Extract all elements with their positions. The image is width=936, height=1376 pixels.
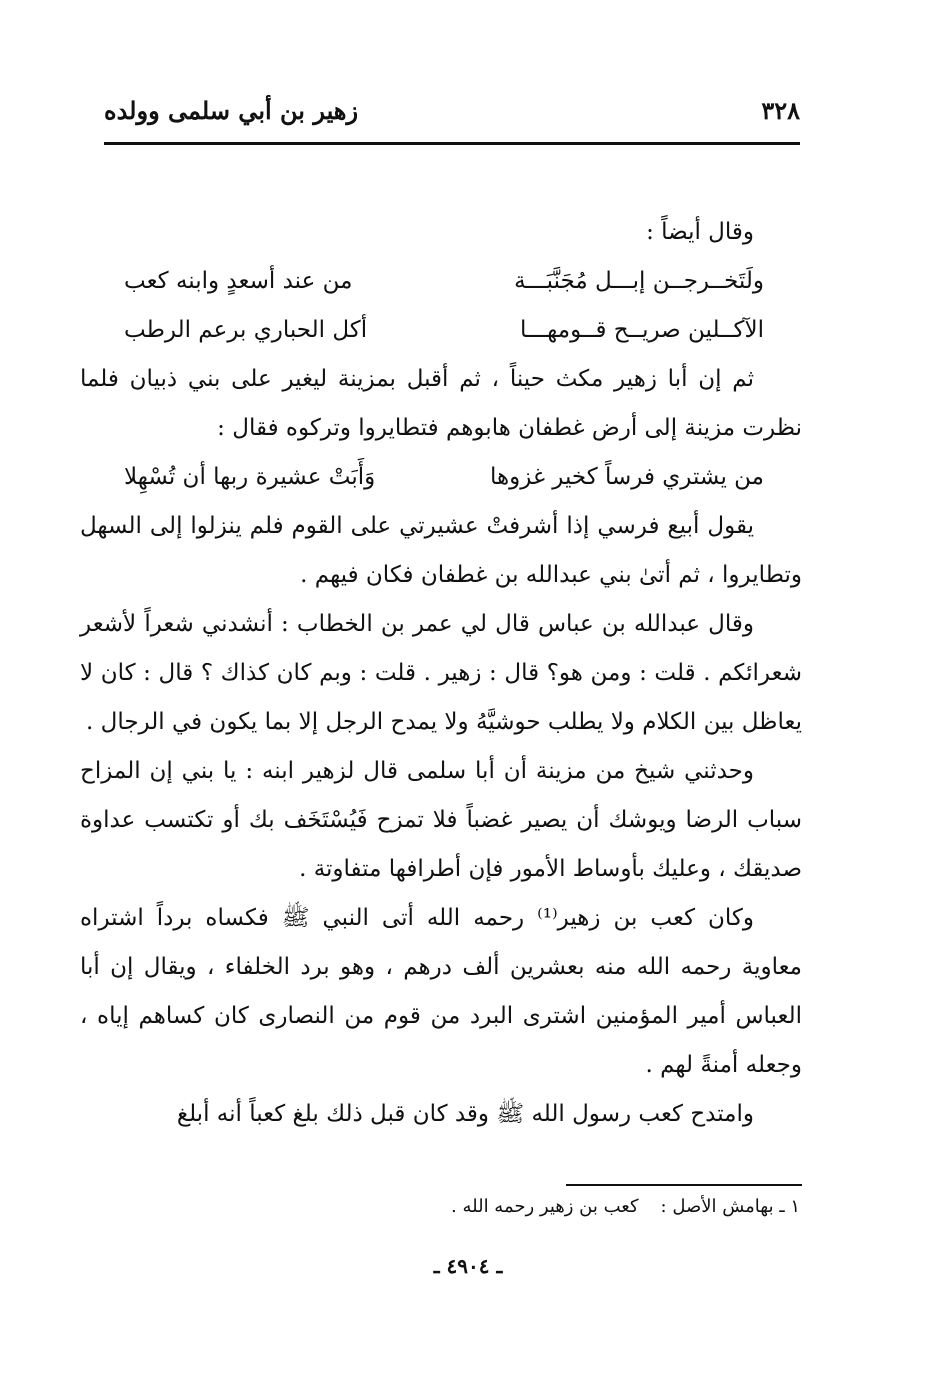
header-title: زهير بن أبي سلمى وولده bbox=[104, 96, 359, 125]
paragraph: وكان كعب بن زهير⁽¹⁾ رحمه الله أتى النبي ﷺ فكساه برداً اشتراه معاوية رحمه الله منه بعشرين ألف درهم ، وهو برد الخلفاء ، ويقال إن أبا العباس أمير المؤمنين اشترى البرد من قوم من النصارى كان كساهم إياه ، وجعله أمنةً لهم . bbox=[80, 905, 802, 1078]
footnote bbox=[451, 1196, 800, 1217]
verse-line bbox=[80, 453, 802, 502]
footnote-rule bbox=[566, 1184, 802, 1186]
page-number: ٣٢٨ bbox=[761, 96, 800, 125]
intro-line: وقال أيضاً : bbox=[646, 219, 754, 245]
verse-first-hemistich: الآكــلين صريــح قــومهـــا bbox=[519, 317, 764, 343]
paragraph: وحدثني شيخ من مزينة أن أبا سلمى قال لزهير ابنه : يا بني إن المزاح سباب الرضا ويوشك أن يصير غضباً فلا تمزح فَيُسْتَخَف بك أو تكتسب عداوة صديقك ، وعليك بأوساط الأمور فإن أطرافها متفاوتة . bbox=[80, 758, 802, 882]
paragraph: يقول أبيع فرسي إذا أشرفتْ عشيرتي على القوم فلم ينزلوا إلى السهل وتطايروا ، ثم أتىٰ بني عبدالله بن غطفان فكان فيهم . bbox=[80, 513, 802, 588]
verse-line bbox=[80, 257, 802, 306]
verse-second-hemistich: أكل الحباري برعم الرطب bbox=[124, 317, 368, 343]
verse-first-hemistich: من يشتري فرساً كخير غزوها bbox=[490, 464, 764, 490]
verse-second-hemistich: من عند أسعدٍ وابنه كعب bbox=[124, 268, 353, 294]
footnote-label: ١ ـ بهامش الأصل : bbox=[660, 1196, 800, 1217]
footnote-text: كعب بن زهير رحمه الله . bbox=[451, 1196, 639, 1217]
verse-line bbox=[80, 306, 802, 355]
paragraph: وامتدح كعب رسول الله ﷺ وقد كان قبل ذلك بلغ كعباً أنه أبلغ bbox=[176, 1101, 754, 1127]
verse-second-hemistich: وَأَبَتْ عشيرة ربها أن تُسْهِلا bbox=[124, 464, 376, 490]
body-text bbox=[80, 208, 802, 1139]
verse-first-hemistich: ولَتَخــرجــن إبـــل مُجَنَّبَـــة bbox=[514, 268, 764, 294]
folio-number: ـ ٤٩٠٤ ـ bbox=[433, 1254, 503, 1278]
running-head bbox=[104, 96, 800, 136]
header-rule bbox=[104, 142, 800, 145]
paragraph: ثم إن أبا زهير مكث حيناً ، ثم أقبل بمزينة ليغير على بني ذبيان فلما نظرت مزينة إلى أرض غطفان هابوهم فتطايروا وتركوه فقال : bbox=[80, 366, 802, 441]
paragraph: وقال عبدالله بن عباس قال لي عمر بن الخطاب : أنشدني شعراً لأشعر شعرائكم . قلت : ومن هو؟ قال : زهير . قلت : وبم كان كذاك ؟ قال : كان لا يعاظل بين الكلام ولا يطلب حوشيَّهُ ولا يمدح الرجل إلا بما يكون في الرجال . bbox=[80, 611, 802, 735]
